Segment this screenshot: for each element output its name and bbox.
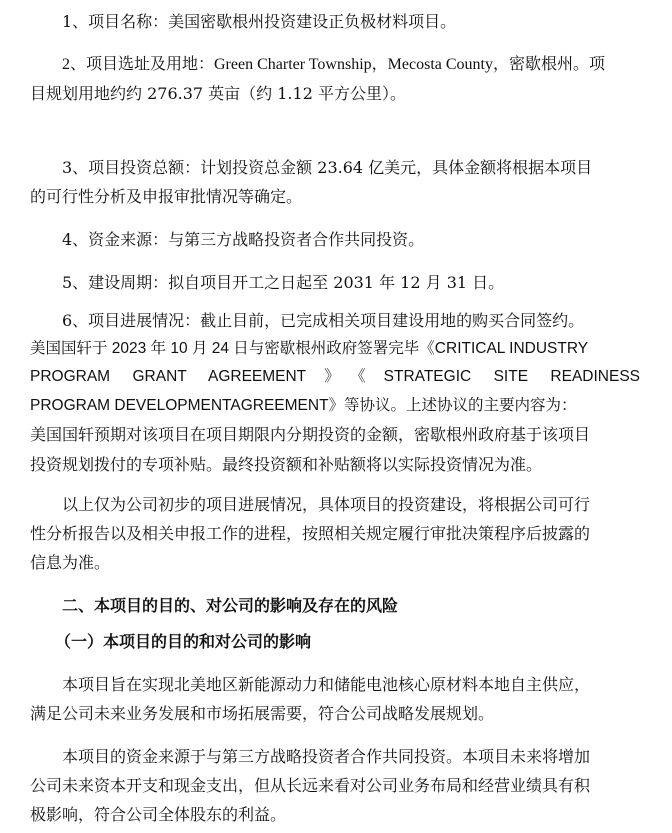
item-6-line-3: PROGRAM GRANT AGREEMENT》《STRATEGIC SITE READINESS [30,368,640,385]
note-line-1: 以上仅为公司初步的项目进展情况，具体项目的投资建设，将根据公司可行 [62,495,591,514]
funding-para-line-2: 公司未来资本开支和现金支出，但从长远来看对公司业务布局和经营业绩具有积 [30,776,591,795]
item-6-line-2: 美国国轩于 2023 年 10 月 24 日与密歇根州政府签署完毕《CRITICAL INDUSTRY [30,340,589,357]
item-4: 4、资金来源：与第三方战略投资者合作共同投资。 [62,230,425,249]
item-5: 5、建设周期：拟自项目开工之日起至 2031 年 12 月 31 日。 [62,273,505,292]
item-2-line-2: 目规划用地约约 276.37 英亩（约 1.12 平方公里）。 [30,84,406,103]
section-heading: 二、本项目的目的、对公司的影响及存在的风险 [62,596,399,615]
note-line-2: 性分析报告以及相关申报工作的进程，按照相关规定履行审批决策程序后披露的 [30,524,591,543]
funding-para-line-3: 极影响，符合公司全体股东的利益。 [30,805,287,824]
funding-para-line-1: 本项目的资金来源于与第三方战略投资者合作共同投资。本项目未来将增加 [62,747,591,766]
item-1: 1、项目名称：美国密歇根州投资建设正负极材料项目。 [62,12,457,31]
purpose-para-line-2: 满足公司未来业务发展和市场拓展需要，符合公司战略发展规划。 [30,704,495,723]
item-6-line-6: 投资规划拨付的专项补贴。最终投资额和补贴额将以实际投资情况为准。 [30,455,543,474]
item-6-line-5: 美国国轩预期对该项目在项目期限内分期投资的金额，密歇根州政府基于该项目 [30,425,591,444]
section-subheading: （一）本项目的目的和对公司的影响 [55,632,312,651]
item-6-line-4: PROGRAM DEVELOPMENTAGREEMENT》等协议。上述协议的主要内容为： [30,397,577,414]
item-6-line-1: 6、项目进展情况：截止目前，已完成相关项目建设用地的购买合同签约。 [62,311,585,330]
purpose-para-line-1: 本项目旨在实现北美地区新能源动力和储能电池核心原材料本地自主供应， [62,675,591,694]
note-line-3: 信息为准。 [30,553,111,572]
item-2-line-1: 2、项目选址及用地：Green Charter Township，Mecosta County，密歇根州。项 [62,56,605,73]
item-3-line-2: 的可行性分析及申报审批情况等确定。 [30,187,303,206]
item-3-line-1: 3、项目投资总额：计划投资总金额 23.64 亿美元，具体金额将根据本项目 [62,158,593,177]
